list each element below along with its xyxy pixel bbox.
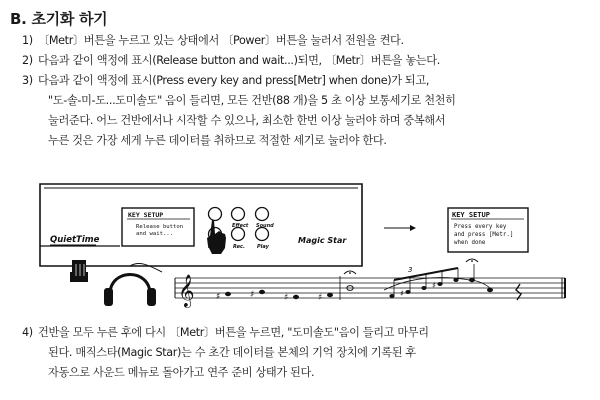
note [225, 292, 231, 296]
note [293, 295, 299, 299]
section-title: B. 초기화 하기 [10, 10, 108, 28]
pointing-hand-icon [70, 260, 88, 282]
step-text: 〔Metr〕버튼을 누르고 있는 상태에서 〔Power〕버튼을 눌러서 전원을 켠다. [38, 34, 404, 47]
lcd2-line: when done [454, 240, 486, 246]
step-4 [22, 323, 429, 383]
step-number: 2) [22, 54, 33, 67]
lcd2-line: and press [Metr.] [454, 232, 514, 238]
lcd2-line: Press every key [454, 224, 507, 230]
lcd1-title: KEY SETUP [128, 211, 164, 219]
lcd2-title: KEY SETUP [452, 211, 490, 219]
brand-magic-star: Magic Star [298, 236, 347, 245]
button-label: Play [257, 244, 269, 250]
treble-clef-icon: 𝄞 [178, 274, 195, 307]
lcd1-line: Release button [136, 224, 184, 230]
sharp-icon: ♯ [284, 293, 289, 303]
lcd-display-1 [122, 208, 194, 246]
button-label: Sound [256, 223, 274, 229]
step-text: 자동으로 사운드 메뉴로 돌아가고 연주 준비 상태가 된다. [48, 366, 315, 379]
step-text: 건반을 모두 누른 후에 다시 〔Metr〕버튼을 누르면, "도미솔도"음이 들리고 마무리 [38, 326, 429, 339]
sharp-icon: ♯ [318, 293, 323, 303]
music-staff [175, 274, 565, 308]
step-text: 다음과 같이 액정에 표시(Press every key and press[Metr] when done)가 되고, [38, 74, 430, 87]
keyboard-panel [40, 184, 362, 266]
play-button[interactable] [256, 228, 269, 241]
triplet-mark: 3 [408, 266, 413, 274]
sound-button[interactable] [256, 208, 269, 221]
effect-button[interactable] [232, 208, 245, 221]
setup-illustration [0, 176, 600, 326]
sharp-icon: ♯ [250, 290, 255, 300]
sharp-icon: ♯ [216, 292, 221, 302]
step-1 [22, 31, 404, 51]
arrow-right-icon [384, 225, 416, 231]
headphones-icon [104, 264, 162, 306]
step-number: 3) [22, 74, 33, 87]
step-text: 눌러준다. 어느 건반에서나 시작할 수 있으나, 최소한 한번 이상 눌러야 하며 중복해서 [48, 114, 446, 127]
step-number: 1) [22, 34, 33, 47]
note [487, 288, 493, 292]
note [327, 293, 333, 297]
step-text: 누른 것은 가장 세게 누른 데이터를 취하므로 적절한 세기로 눌러야 한다. [48, 134, 387, 147]
step-text: 된다. 매직스타(Magic Star)는 수 초간 데이터를 본체의 기억 장치에 기록된 후 [48, 346, 416, 359]
mode-button[interactable] [209, 208, 222, 221]
step-3 [22, 71, 456, 151]
note [259, 290, 265, 294]
rec-button[interactable] [232, 228, 245, 241]
step-2 [22, 51, 440, 71]
lcd1-line: and wait... [136, 231, 174, 237]
step-text: "도-솔-미-도...도미솔도" 음이 들리면, 모든 건반(88 개)을 5 초 이상 보통세기로 천천히 [48, 94, 456, 107]
lcd-display-2 [448, 208, 528, 252]
button-label: Rec. [233, 244, 245, 250]
step-text: 다음과 같이 액정에 표시(Release button and wait...)되면, 〔Metr〕버튼을 놓는다. [38, 54, 440, 67]
button-label: Effect [232, 223, 249, 229]
sharp-icon: ♯ [400, 289, 404, 298]
step-number: 4) [22, 326, 33, 339]
sharp-icon: ♯ [432, 281, 436, 290]
brand-quiettime: QuietTime [50, 235, 100, 245]
